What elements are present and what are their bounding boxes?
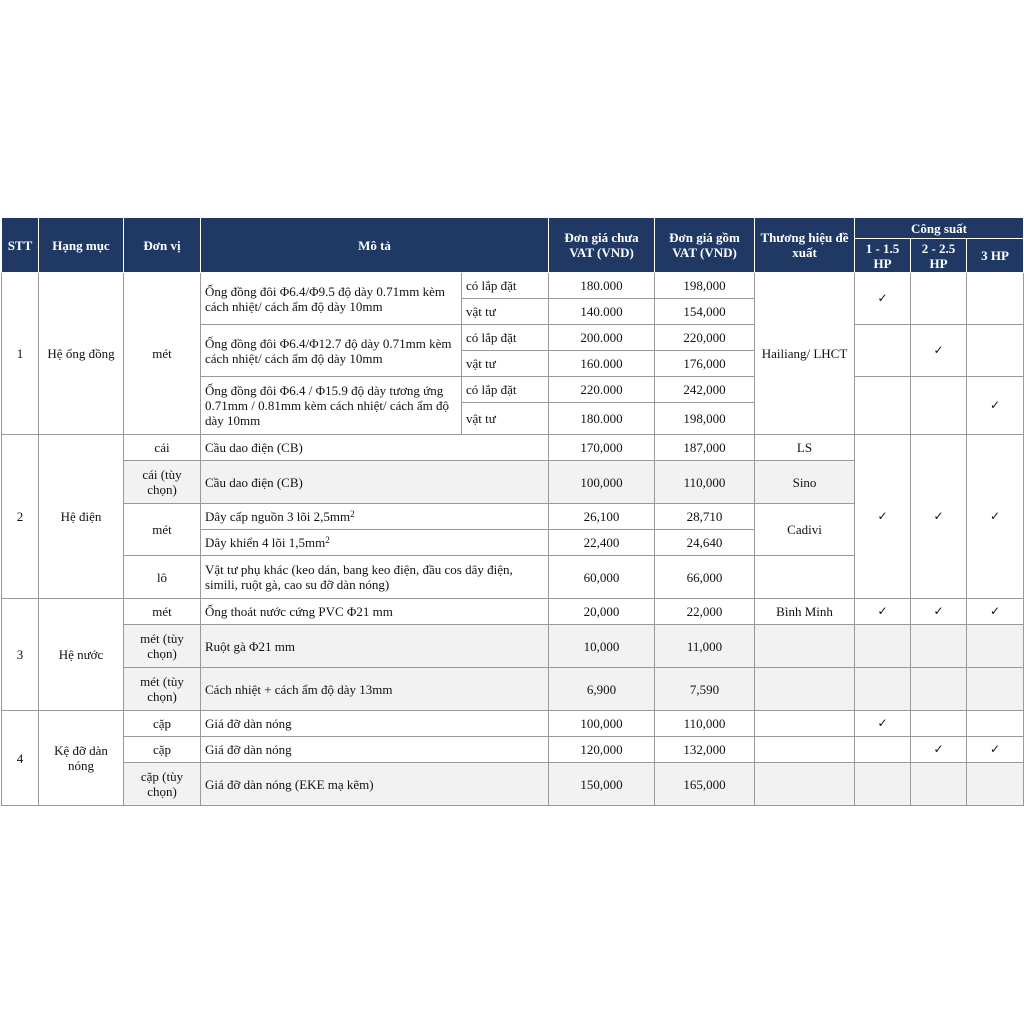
price-cell: 100,000	[549, 711, 655, 737]
price-vat-cell: 220,000	[655, 325, 755, 351]
price-cell: 140.000	[549, 299, 655, 325]
unit-cell: mét	[124, 599, 201, 625]
description-cell: Vật tư phụ khác (keo dán, bang keo điện, đầu cos dây điện, simili, ruột gà, cao su đỡ dàn nóng)	[201, 556, 549, 599]
header-capacity: Công suất	[855, 218, 1024, 239]
stt-cell: 4	[2, 711, 39, 806]
unit-cell: cặp	[124, 737, 201, 763]
price-vat-cell: 110,000	[655, 461, 755, 504]
price-cell: 100,000	[549, 461, 655, 504]
header-capacity-2-2.5hp: 2 - 2.5 HP	[911, 239, 967, 273]
price-vat-cell: 165,000	[655, 763, 755, 806]
price-vat-cell: 176,000	[655, 351, 755, 377]
brand-cell: LS	[755, 435, 855, 461]
table-row	[2, 435, 1024, 461]
price-table	[1, 217, 1024, 806]
price-cell: 26,100	[549, 504, 655, 530]
category-cell: Hệ điện	[39, 435, 124, 599]
header-unit: Đơn vị	[124, 218, 201, 273]
price-cell: 200.000	[549, 325, 655, 351]
header-price-incl-vat: Đơn giá gồm VAT (VND)	[655, 218, 755, 273]
unit-cell: mét (tùy chọn)	[124, 668, 201, 711]
check-icon: ✓	[855, 435, 911, 599]
price-cell: 20,000	[549, 599, 655, 625]
option-cell: vật tư	[462, 403, 549, 435]
price-cell: 22,400	[549, 530, 655, 556]
price-vat-cell: 66,000	[655, 556, 755, 599]
price-vat-cell: 132,000	[655, 737, 755, 763]
description-cell: Cầu dao điện (CB)	[201, 461, 549, 504]
description-cell: Ống đồng đôi Φ6.4 / Φ15.9 độ dày tương ứng 0.71mm / 0.81mm kèm cách nhiệt/ cách ẩm độ dày 10mm	[201, 377, 462, 435]
price-cell: 160.000	[549, 351, 655, 377]
price-vat-cell: 154,000	[655, 299, 755, 325]
unit-cell: lô	[124, 556, 201, 599]
header-capacity-1-1.5hp: 1 - 1.5 HP	[855, 239, 911, 273]
description-cell: Dây cấp nguồn 3 lõi $2,5mm^2$	[201, 504, 549, 530]
unit-cell: mét (tùy chọn)	[124, 625, 201, 668]
check-icon: ✓	[855, 711, 911, 737]
check-icon: ✓	[911, 737, 967, 763]
header-brand: Thương hiệu đề xuất	[755, 218, 855, 273]
unit-cell: cặp	[124, 711, 201, 737]
option-cell: vật tư	[462, 299, 549, 325]
check-icon: ✓	[967, 737, 1024, 763]
option-cell: vật tư	[462, 351, 549, 377]
unit-cell: cặp (tùy chọn)	[124, 763, 201, 806]
price-vat-cell: 11,000	[655, 625, 755, 668]
description-cell: Ống đồng đôi Φ6.4/Φ9.5 độ dày 0.71mm kèm cách nhiệt/ cách ẩm độ dày 10mm	[201, 273, 462, 325]
check-icon: ✓	[911, 599, 967, 625]
header-price-excl-vat: Đơn giá chưa VAT (VND)	[549, 218, 655, 273]
description-cell: Ruột gà Φ21 mm	[201, 625, 549, 668]
stt-cell: 3	[2, 599, 39, 711]
price-cell: 180.000	[549, 273, 655, 299]
category-cell: Kệ đỡ dàn nóng	[39, 711, 124, 806]
brand-cell: Bình Minh	[755, 599, 855, 625]
header-category: Hạng mục	[39, 218, 124, 273]
header-description: Mô tả	[201, 218, 549, 273]
table-row	[2, 273, 1024, 299]
price-cell: 6,900	[549, 668, 655, 711]
description-cell: Ống thoát nước cứng PVC Φ21 mm	[201, 599, 549, 625]
price-vat-cell: 7,590	[655, 668, 755, 711]
check-icon: ✓	[911, 325, 967, 377]
check-icon: ✓	[967, 377, 1024, 435]
description-cell: Cầu dao điện (CB)	[201, 435, 549, 461]
price-vat-cell: 198,000	[655, 273, 755, 299]
description-cell: Dây khiển 4 lõi $1,5mm^2$	[201, 530, 549, 556]
stt-cell: 2	[2, 435, 39, 599]
price-vat-cell: 110,000	[655, 711, 755, 737]
price-vat-cell: 24,640	[655, 530, 755, 556]
check-icon: ✓	[911, 435, 967, 599]
table-row	[2, 737, 1024, 763]
price-vat-cell: 198,000	[655, 403, 755, 435]
option-cell: có lắp đặt	[462, 273, 549, 299]
unit-cell: cái	[124, 435, 201, 461]
price-cell: 220.000	[549, 377, 655, 403]
header-stt: STT	[2, 218, 39, 273]
stt-cell: 1	[2, 273, 39, 435]
category-cell: Hệ ống đồng	[39, 273, 124, 435]
table-row	[2, 625, 1024, 668]
category-cell: Hệ nước	[39, 599, 124, 711]
check-icon: ✓	[855, 599, 911, 625]
description-cell: Giá đỡ dàn nóng	[201, 711, 549, 737]
price-vat-cell: 187,000	[655, 435, 755, 461]
table-row	[2, 668, 1024, 711]
price-vat-cell: 22,000	[655, 599, 755, 625]
option-cell: có lắp đặt	[462, 325, 549, 351]
price-cell: 170,000	[549, 435, 655, 461]
description-cell: Giá đỡ dàn nóng	[201, 737, 549, 763]
description-cell: Ống đồng đôi Φ6.4/Φ12.7 độ dày 0.71mm kèm cách nhiệt/ cách ẩm độ dày 10mm	[201, 325, 462, 377]
table-row	[2, 599, 1024, 625]
price-cell: 10,000	[549, 625, 655, 668]
check-icon: ✓	[967, 599, 1024, 625]
price-cell: 120,000	[549, 737, 655, 763]
brand-cell: Sino	[755, 461, 855, 504]
price-cell: 150,000	[549, 763, 655, 806]
price-vat-cell: 242,000	[655, 377, 755, 403]
price-cell: 60,000	[549, 556, 655, 599]
unit-cell: mét	[124, 273, 201, 435]
check-icon: ✓	[855, 273, 911, 325]
check-icon: ✓	[967, 435, 1024, 599]
price-cell: 180.000	[549, 403, 655, 435]
header-capacity-3hp: 3 HP	[967, 239, 1024, 273]
option-cell: có lắp đặt	[462, 377, 549, 403]
brand-cell: Cadivi	[755, 504, 855, 556]
table-row	[2, 711, 1024, 737]
brand-cell: Hailiang/ LHCT	[755, 273, 855, 435]
description-cell: Cách nhiệt + cách ẩm độ dày 13mm	[201, 668, 549, 711]
price-vat-cell: 28,710	[655, 504, 755, 530]
unit-cell: mét	[124, 504, 201, 556]
description-cell: Giá đỡ dàn nóng (EKE mạ kẽm)	[201, 763, 549, 806]
unit-cell: cái (tùy chọn)	[124, 461, 201, 504]
table-row	[2, 763, 1024, 806]
